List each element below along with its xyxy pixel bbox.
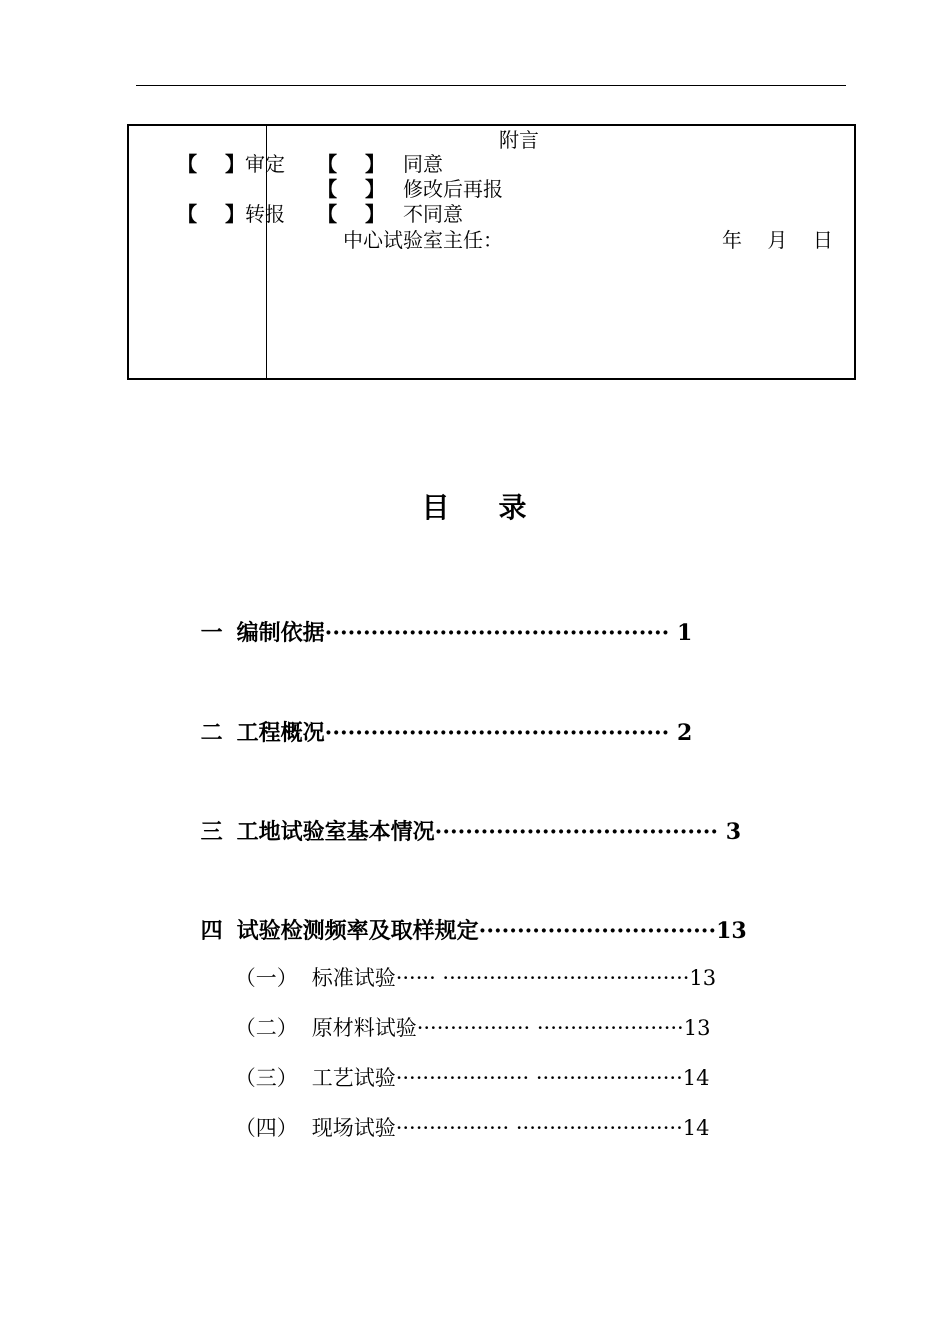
toc-subentry-num: （四） <box>234 1116 298 1140</box>
toc-subentry-page: 14 <box>682 1116 710 1140</box>
checkbox-bracket[interactable]: 【 】 <box>177 202 246 226</box>
toc-entry-title: 编制依据 <box>236 620 325 646</box>
toc-subentry-title: 原材料试验 <box>311 1016 417 1040</box>
toc-subentry-title: 工艺试验 <box>311 1066 396 1090</box>
toc-subentry-page: 13 <box>683 1016 711 1040</box>
toc-entry-num: 二 <box>200 720 223 746</box>
toc-entry-page: 3 <box>718 819 742 845</box>
toc-entry-title: 试验检测频率及取样规定 <box>236 918 479 944</box>
checkbox-bracket[interactable]: 【 】 <box>317 202 386 226</box>
toc-subentry-num: （三） <box>234 1066 298 1090</box>
option-forward[interactable] <box>139 178 285 250</box>
checkbox-bracket[interactable]: 【 】 <box>317 152 386 176</box>
review-form-box <box>127 124 856 380</box>
toc-entry-title: 工地试验室基本情况 <box>236 819 435 845</box>
header-rule <box>136 85 846 86</box>
attachment-label: 附言 <box>499 128 539 152</box>
toc-subentry-title: 标准试验 <box>311 966 396 990</box>
toc-entry[interactable] <box>170 690 692 773</box>
toc-subentry-page: 13 <box>689 966 717 990</box>
checkbox-bracket[interactable]: 【 】 <box>177 152 246 176</box>
checkbox-bracket[interactable]: 【 】 <box>317 177 386 201</box>
toc-subentry-num: （一） <box>234 966 298 990</box>
toc-entry-title: 工程概况 <box>236 720 325 746</box>
toc-entry-page: 13 <box>716 918 747 944</box>
toc-entry-page: 1 <box>669 620 693 646</box>
option-label: 审定 <box>245 152 286 176</box>
toc-entry-num: 三 <box>200 819 223 845</box>
option-label: 不同意 <box>403 202 464 226</box>
option-label: 修改后再报 <box>403 177 504 201</box>
toc-subentry-leader: ················· ························· <box>395 1116 683 1140</box>
toc-subentry-num: （二） <box>234 1016 298 1040</box>
toc-subentry-leader: ···················· ······················ <box>395 1066 683 1090</box>
toc-title: 目 录 <box>421 491 529 524</box>
toc-entry-page: 2 <box>669 720 693 746</box>
toc-entry[interactable] <box>170 590 692 673</box>
toc-entry-leader: ······························· <box>478 918 717 944</box>
toc-entry-num: 四 <box>200 918 223 944</box>
date-label: 年 月 日 <box>722 228 833 252</box>
toc-entry-num: 一 <box>200 620 223 646</box>
toc-entry-leader: ············································· <box>324 620 670 646</box>
option-label: 转报 <box>245 202 286 226</box>
toc-subentry[interactable] <box>208 1088 709 1166</box>
toc-entry-leader: ············································· <box>324 720 670 746</box>
toc-entry[interactable] <box>170 789 741 872</box>
toc-subentry-leader: ················· ······················ <box>416 1016 684 1040</box>
signer-label: 中心试验室主任： <box>343 228 503 252</box>
option-label: 同意 <box>403 152 444 176</box>
toc-subentry-title: 现场试验 <box>311 1116 396 1140</box>
toc-subentry-page: 14 <box>682 1066 710 1090</box>
toc-subentry-leader: ······ ····································· <box>395 966 690 990</box>
toc-entry-leader: ····································· <box>434 819 719 845</box>
